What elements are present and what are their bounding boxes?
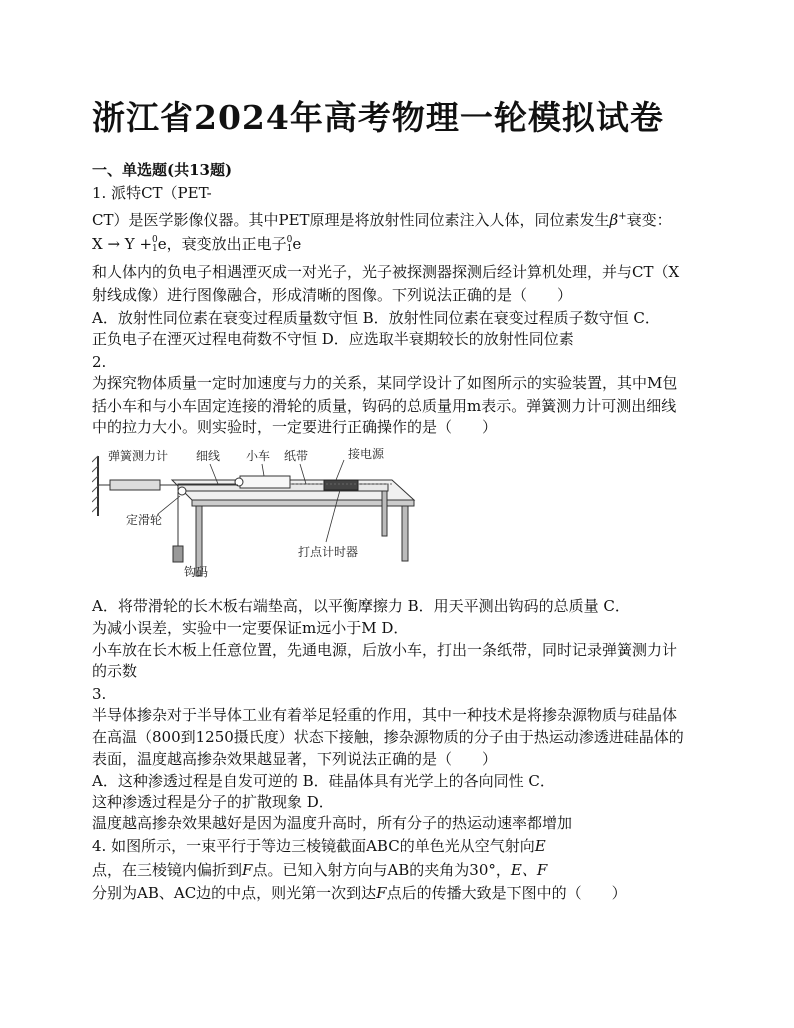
q4-line-1	[92, 836, 546, 856]
label-cart: 小车	[246, 449, 271, 463]
cart	[240, 476, 290, 488]
q4-text-2: 点，在三棱镜内偏折到	[92, 861, 243, 879]
apparatus-figure	[92, 446, 422, 586]
q3-options-1: A．这种渗透过程是自发可逆的 B．硅晶体具有光学上的各向同性 C．	[92, 772, 555, 790]
q3-options-3: 温度越高掺杂效果越好是因为温度升高时，所有分子的热运动速率都增加	[92, 814, 573, 832]
q1-options-2: 正负电子在湮灭过程电荷数不守恒 D．应选取半衰期较长的放射性同位素	[92, 330, 574, 348]
mass-number: 0	[152, 235, 158, 245]
label-spring-balance: 弹簧测力计	[108, 449, 169, 463]
q2-line-3: 中的拉力大小。则实验时，一定要进行正确操作的是（ ）	[92, 418, 498, 436]
q3-line-2: 在高温（800到1250摄氏度）状态下接触，掺杂源物质的分子由于热运动渗透进硅晶体的	[92, 728, 684, 746]
q2-options-4: 的示数	[92, 662, 138, 680]
positron-symbol: e	[157, 235, 167, 253]
label-pulley: 定滑轮	[126, 513, 163, 527]
q4-text-4: 分别为AB、AC边的中点，则光第一次到达	[92, 884, 377, 902]
label-weights: 钩码	[184, 565, 209, 579]
q3-options-2: 这种渗透过程是分子的扩散现象 D．	[92, 793, 334, 811]
beta-symbol: β	[609, 211, 619, 229]
q2-number: 2.	[92, 353, 107, 371]
q1-line-5: 射线成像）进行图像融合，形成清晰的图像。下列说法正确的是（ ）	[92, 286, 573, 304]
hook-weights	[173, 546, 183, 562]
point-f: F	[242, 861, 253, 879]
q4-comma: ，	[495, 861, 511, 879]
mass-number-2: 0	[286, 235, 293, 245]
positron-symbol-2: e	[292, 235, 302, 253]
charge-number: 1	[152, 244, 158, 254]
q4-line-2	[92, 860, 547, 880]
angle-value: 30°	[469, 861, 496, 879]
q4-text-5: 点后的传播大致是下图中的（ ）	[386, 884, 627, 902]
q2-options-1: A．将带滑轮的长木板右端垫高，以平衡摩擦力 B．用天平测出钩码的总质量 C．	[92, 597, 630, 615]
q1-line-1: 1. 派特CT（PET-	[92, 184, 212, 202]
label-thread: 细线	[196, 449, 221, 463]
q4-text-3: 点。已知入射方向与AB的夹角为	[252, 861, 470, 879]
q4-line-3	[92, 883, 627, 903]
page-title: 浙江省2024年高考物理一轮模拟试卷	[92, 98, 664, 137]
q1-line-2	[92, 207, 672, 230]
point-f-2: F	[376, 884, 387, 902]
dot-timer	[324, 480, 358, 490]
beta-sign: +	[618, 211, 627, 222]
label-timer: 打点计时器	[298, 545, 359, 559]
q1-line-4: 和人体内的负电子相遇湮灭成一对光子，光子被探测器探测后经计算机处理，并与CT（X	[92, 263, 680, 281]
section-heading: 一、单选题(共13题)	[92, 161, 233, 179]
q3-line-3: 表面，温度越高掺杂效果越显著，下列说法正确的是（ ）	[92, 750, 498, 768]
q3-number: 3.	[92, 685, 107, 703]
points-e-f: E、F	[510, 861, 548, 879]
charge-number-2: 1	[286, 244, 293, 254]
q2-line-1: 为探究物体质量一定时加速度与力的关系，某同学设计了如图所示的实验装置，其中M包	[92, 374, 678, 392]
q3-line-1: 半导体掺杂对于半导体工业有着举足轻重的作用，其中一种技术是将掺杂源物质与硅晶体	[92, 706, 678, 724]
label-power: 接电源	[348, 447, 385, 461]
q2-options-2: 为减小误差，实验中一定要保证m远小于M D．	[92, 619, 409, 637]
fixed-pulley	[178, 487, 186, 495]
spring-balance	[110, 480, 160, 490]
label-tape: 纸带	[284, 449, 309, 463]
q1-emission-text: ，衰变放出正电子	[166, 235, 287, 253]
q1-text: CT）是医学影像仪器。其中PET原理是将放射性同位素注入人体，同位素发生	[92, 211, 610, 229]
q4-text-1: 4. 如图所示，一束平行于等边三棱镜截面ABC的单色光从空气射向	[92, 837, 535, 855]
q1-decay-label: 衰变：	[626, 211, 672, 229]
q1-line-3	[92, 234, 301, 254]
table-leg-3	[382, 491, 387, 536]
point-e: E	[534, 837, 546, 855]
q2-options-3: 小车放在长木板上任意位置，先通电源，后放小车，打出一条纸带，同时记录弹簧测力计	[92, 641, 678, 659]
decay-equation: X → Y +	[92, 235, 153, 253]
q2-line-2: 括小车和与小车固定连接的滑轮的质量，钩码的总质量用m表示。弹簧测力计可测出细线	[92, 397, 677, 415]
table-leg-2	[402, 506, 408, 561]
table-edge	[192, 500, 414, 506]
q1-options-1: A．放射性同位素在衰变过程质量数守恒 B．放射性同位素在衰变过程质子数守恒 C．	[92, 309, 660, 327]
